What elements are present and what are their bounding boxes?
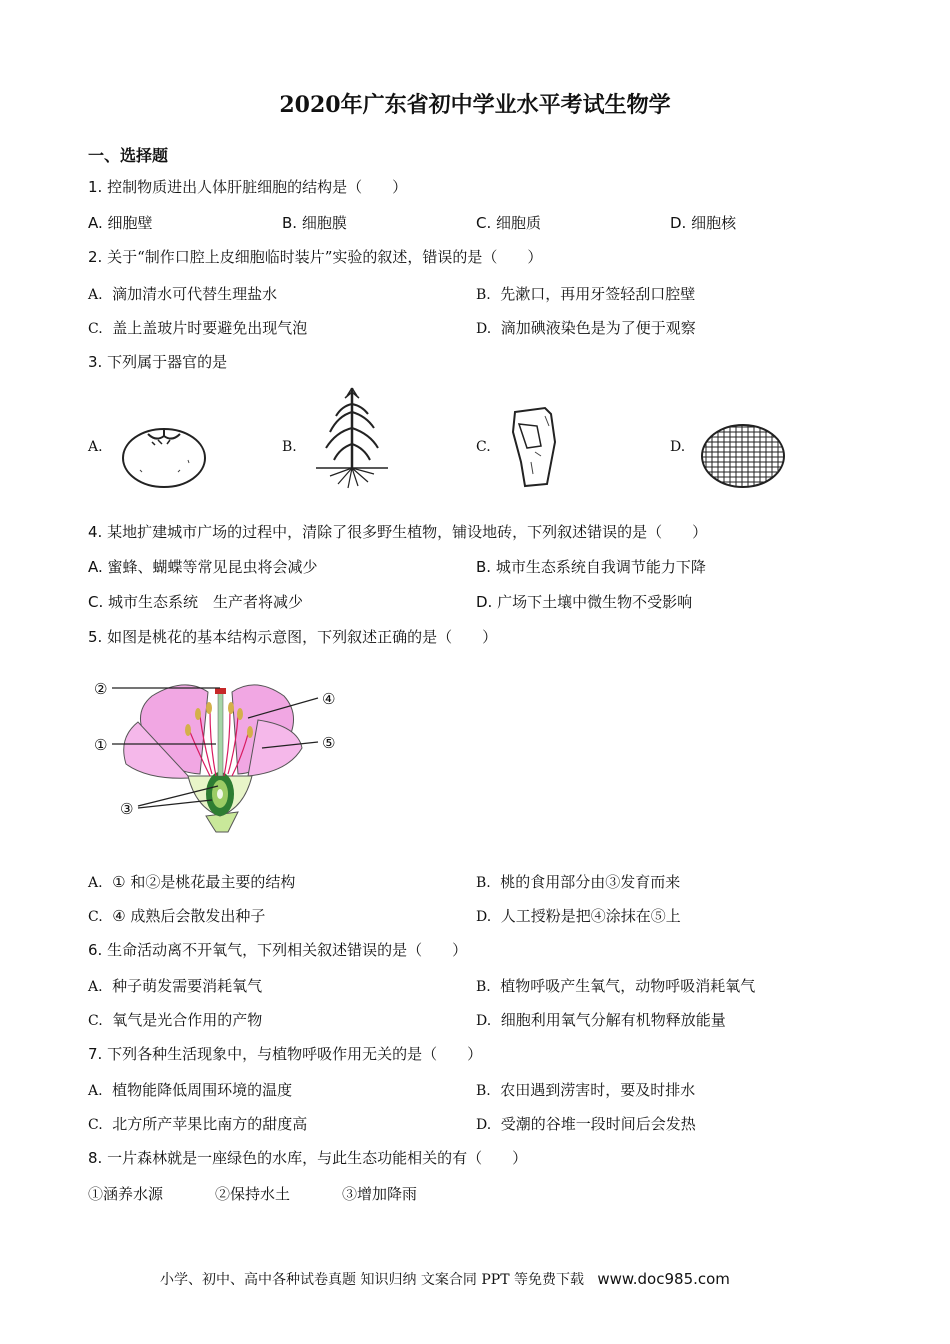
question-stem: 下列各种生活现象中，与植物呼吸作用无关的是（ ）: [107, 1045, 483, 1063]
option-b: B. 城市生态系统自我调节能力下降: [476, 558, 706, 576]
option-a: A. 植物能降低周围环境的温度: [88, 1081, 293, 1099]
option-b: B.: [282, 439, 297, 455]
option-d: D. 滴加碘液染色是为了便于观察: [476, 319, 696, 337]
question-stem: 某地扩建城市广场的过程中，清除了很多野生植物，铺设地砖，下列叙述错误的是（ ）: [107, 523, 708, 541]
option-c: C. 细胞质: [476, 214, 542, 232]
question-7: 7. 下列各种生活现象中，与植物呼吸作用无关的是（ ）: [88, 1045, 483, 1063]
tomato-image: [118, 420, 210, 490]
option-a: A. 蜜蜂、蝴蝶等常见昆虫将会减少: [88, 558, 318, 576]
statement-3: ③增加降雨: [342, 1185, 418, 1203]
question-stem: 生命活动离不开氧气，下列相关叙述错误的是（ ）: [107, 941, 468, 959]
option-c: C.: [476, 439, 491, 455]
option-a: A. 种子萌发需要消耗氧气: [88, 977, 263, 995]
tissue-cells-image: [700, 422, 786, 490]
option-b: B. 桃的食用部分由③发育而来: [476, 873, 681, 891]
question-stem: 关于“制作口腔上皮细胞临时装片”实验的叙述，错误的是（ ）: [107, 248, 543, 266]
option-c: C. ④ 成熟后会散发出种子: [88, 907, 266, 925]
label-2: ②: [94, 680, 108, 698]
label-5: ⑤: [322, 734, 336, 752]
option-d: D. 细胞利用氧气分解有机物释放能量: [476, 1011, 726, 1029]
page-title: 2020年广东省初中学业水平考试生物学: [279, 92, 671, 118]
option-d: D. 人工授粉是把④涂抹在⑤上: [476, 907, 681, 925]
option-a: A. 细胞壁: [88, 214, 153, 232]
option-b: B. 植物呼吸产生氧气，动物呼吸消耗氧气: [476, 977, 756, 995]
question-stem: 控制物质进出人体肝脏细胞的结构是（ ）: [107, 178, 408, 196]
option-a: A.: [88, 439, 103, 455]
question-5: 5. 如图是桃花的基本结构示意图，下列叙述正确的是（ ）: [88, 628, 498, 646]
option-a: A. ① 和②是桃花最主要的结构: [88, 873, 296, 891]
question-number: 1.: [88, 178, 103, 196]
question-3: 3. 下列属于器官的是: [88, 353, 228, 371]
footer: [160, 1269, 730, 1289]
option-b: B. 农田遇到涝害时，要及时排水: [476, 1081, 696, 1099]
option-b: B. 先漱口，再用牙签轻刮口腔壁: [476, 285, 696, 303]
option-a: A. 滴加清水可代替生理盐水: [88, 285, 278, 303]
question-6: 6. 生命活动离不开氧气，下列相关叙述错误的是（ ）: [88, 941, 468, 959]
statement-1: ①涵养水源: [88, 1185, 164, 1203]
option-d: D. 细胞核: [670, 214, 737, 232]
question-2: 2. 关于“制作口腔上皮细胞临时装片”实验的叙述，错误的是（ ）: [88, 248, 543, 266]
footer-link[interactable]: www.doc985.com: [597, 1270, 730, 1288]
question-stem: 下列属于器官的是: [107, 353, 228, 371]
statement-2: ②保持水土: [215, 1185, 291, 1203]
label-3: ③: [120, 800, 134, 818]
peach-flower-diagram: [88, 676, 358, 838]
option-d: D.: [670, 439, 686, 455]
option-c: C. 城市生态系统 生产者将减少: [88, 593, 304, 611]
question-8: 8. 一片森林就是一座绿色的水库，与此生态功能相关的有（ ）: [88, 1149, 528, 1167]
section-heading: 一、选择题: [88, 146, 169, 165]
option-c: C. 氧气是光合作用的产物: [88, 1011, 263, 1029]
question-stem: 一片森林就是一座绿色的水库，与此生态功能相关的有（ ）: [107, 1149, 528, 1167]
question-1: [88, 176, 407, 197]
question-stem: 如图是桃花的基本结构示意图，下列叙述正确的是（ ）: [107, 628, 498, 646]
option-c: C. 盖上盖玻片时要避免出现气泡: [88, 319, 308, 337]
option-d: D. 广场下土壤中微生物不受影响: [476, 593, 693, 611]
stem-segment-image: [505, 402, 565, 492]
label-1: ①: [94, 736, 108, 754]
option-b: B. 细胞膜: [282, 214, 347, 232]
option-c: C. 北方所产苹果比南方的甜度高: [88, 1115, 308, 1133]
footer-text: 小学、初中、高中各种试卷真题 知识归纳 文案合同 PPT 等免费下载: [160, 1272, 584, 1288]
label-4: ④: [322, 690, 336, 708]
option-d: D. 受潮的谷堆一段时间后会发热: [476, 1115, 696, 1133]
question-4: 4. 某地扩建城市广场的过程中，清除了很多野生植物，铺设地砖，下列叙述错误的是（ ）: [88, 523, 708, 541]
corn-plant-image: [312, 382, 392, 492]
